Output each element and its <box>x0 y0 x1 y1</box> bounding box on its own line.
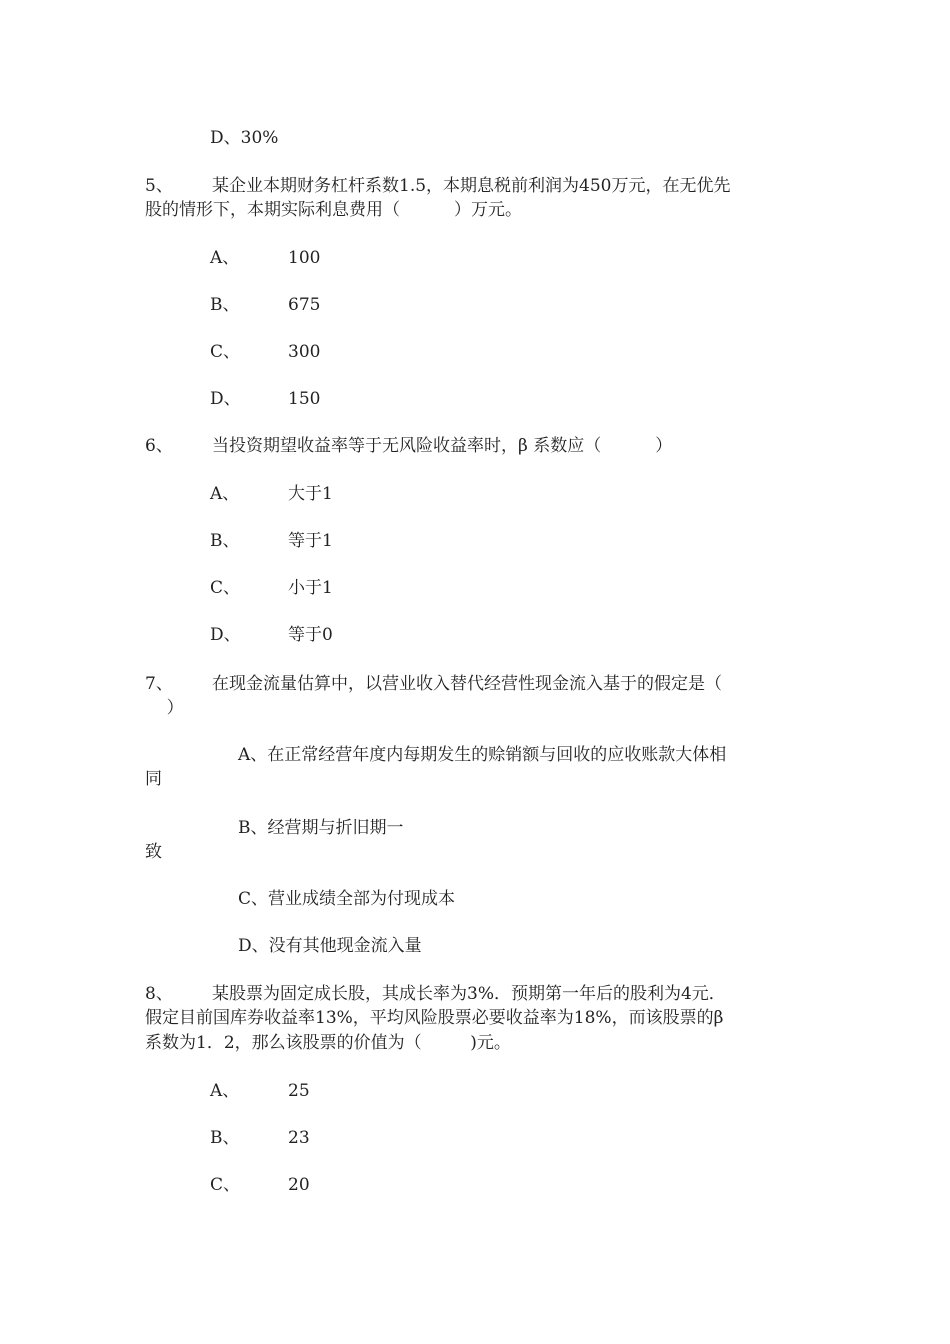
q6-option-d-letter: D、 <box>210 625 241 645</box>
q5-option-a-text: 100 <box>288 248 321 268</box>
q6-option-a-text: 大于1 <box>288 484 333 504</box>
q5-option-c-text: 300 <box>288 342 321 362</box>
q8-stem-line1: 某股票为固定成长股，其成长率为3%．预期第一年后的股利为4元． <box>212 984 726 1004</box>
q7-option-b-line2: 致 <box>145 842 162 862</box>
q8-stem-line3: 系数为1．2，那么该股票的价值为（ )元。 <box>145 1033 511 1053</box>
q8-number: 8、 <box>145 984 173 1004</box>
q7-number: 7、 <box>145 674 173 694</box>
q4-option-d: D、30% <box>210 128 279 148</box>
q7-option-a-line2: 同 <box>145 769 162 789</box>
q8-stem-line2: 假定目前国库券收益率13%，平均风险股票必要收益率为18%，而该股票的β <box>145 1008 724 1028</box>
q6-option-d-text: 等于0 <box>288 625 333 645</box>
q5-stem-line2: 股的情形下，本期实际利息费用（ ）万元。 <box>145 200 523 220</box>
q8-option-b-letter: B、 <box>210 1128 240 1148</box>
q5-option-b-text: 675 <box>288 295 321 315</box>
q6-option-a-letter: A、 <box>210 484 240 504</box>
q7-option-c: C、营业成绩全部为付现成本 <box>238 889 456 909</box>
q6-option-c-letter: C、 <box>210 578 241 598</box>
q8-option-c-text: 20 <box>288 1175 310 1195</box>
q7-option-b-line1: B、经营期与折旧期一 <box>238 818 404 838</box>
q8-option-b-text: 23 <box>288 1128 310 1148</box>
q8-option-a-letter: A、 <box>210 1081 240 1101</box>
q6-stem: 当投资期望收益率等于无风险收益率时，β 系数应（ ） <box>212 436 673 456</box>
q5-option-d-text: 150 <box>288 389 321 409</box>
q7-stem-line2: ） <box>145 698 184 718</box>
q5-option-c-letter: C、 <box>210 342 241 362</box>
q5-number: 5、 <box>145 176 173 196</box>
q5-option-b-letter: B、 <box>210 295 240 315</box>
q6-option-c-text: 小于1 <box>288 578 333 598</box>
q5-option-d-letter: D、 <box>210 389 241 409</box>
q7-stem-line1: 在现金流量估算中，以营业收入替代经营性现金流入基于的假定是（ <box>212 674 722 694</box>
q5-option-a-letter: A、 <box>210 248 240 268</box>
q6-number: 6、 <box>145 436 173 456</box>
q6-option-b-text: 等于1 <box>288 531 333 551</box>
q6-option-b-letter: B、 <box>210 531 240 551</box>
q8-option-a-text: 25 <box>288 1081 310 1101</box>
q7-option-d: D、没有其他现金流入量 <box>238 936 422 956</box>
q8-option-c-letter: C、 <box>210 1175 241 1195</box>
q7-option-a-line1: A、在正常经营年度内每期发生的赊销额与回收的应收账款大体相 <box>238 745 727 765</box>
q5-stem-line1: 某企业本期财务杠杆系数1.5，本期息税前利润为450万元，在无优先 <box>212 176 731 196</box>
